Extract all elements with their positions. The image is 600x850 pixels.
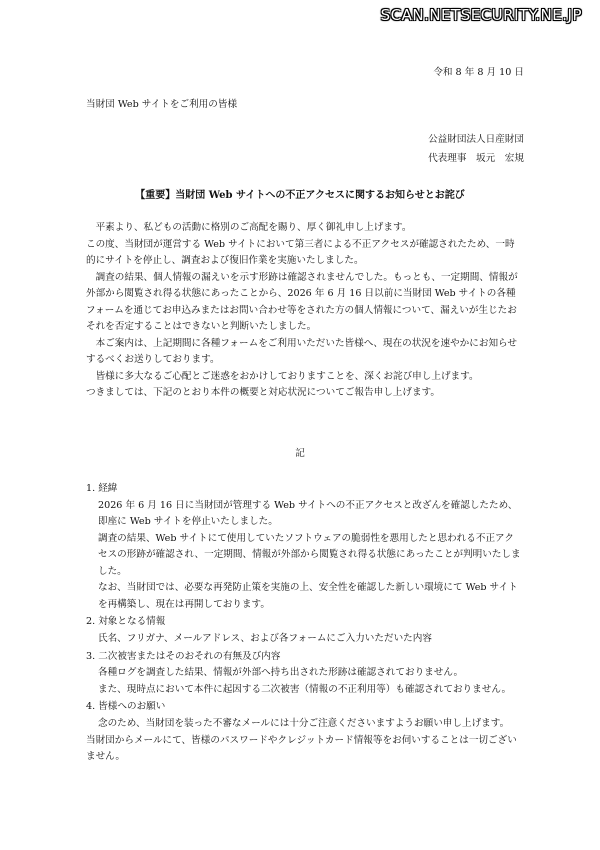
ki-marker: 記 (295, 448, 305, 459)
sender-block (416, 130, 524, 168)
section-line: また、現時点において本件に起因する二次被害（情報の不正利用等）も確認されておりません。 (98, 683, 512, 695)
body-paragraph: 皆様に多大なるご心配とご迷惑をおかけしておりますことを、深くお詫び申し上げます。 (95, 370, 479, 382)
sender-organization: 公益財団法人日産財団 (428, 134, 524, 145)
section-heading: 2. 対象となる情報 (86, 616, 166, 628)
section-heading: 4. 皆様へのお願い (86, 701, 166, 713)
body-paragraph: 調査の結果、個人情報の漏えいを示す形跡は確認されませんでした。もっとも、一定期間、情報が外部から閲覧され得る状態にあったことから、2026 年 6 月 16 日以前に当財団 Web サイトの各種フォームを通じてお申込みまたはお問い合わせ等をされた方の個人情報について、漏えいが生じたおそれを否定することはできないと判断いたしました。 (86, 271, 518, 332)
section-heading: 1. 経緯 (86, 483, 118, 494)
section-heading: 3. 二次被害またはそのおそれの有無及び内容 (86, 650, 281, 662)
body-paragraph: 本ご案内は、上記期間に各種フォームをご利用いただいた皆様へ、現在の状況を速やかにお知らせするべくお送りしております。 (86, 337, 517, 365)
section-line: 当財団からメールにて、皆様のパスワードやクレジットカード情報等をお伺いすることは一切ございません。 (86, 734, 517, 763)
section-line: 各種ログを調査した結果、情報が外部へ持ち出された形跡は確認されておりません。 (98, 667, 464, 679)
section-line: 氏名、フリガナ、メールアドレス、および各フォームにご入力いただいた内容 (98, 633, 432, 645)
document-title: 【重要】当財団 Web サイトへの不正アクセスに関するお知らせとお詫び (135, 190, 465, 201)
section-line: 念のため、当財団を装った不審なメールには十分ご注意くださいますようお願い申し上げます。 (98, 718, 510, 730)
section-line: 調査の結果、Web サイトにて使用していたソフトウェアの脆弱性を悪用したと思われる不正アクセスの形跡が確認され、一定期間、情報が外部から閲覧され得る状態にあったことが判明いたしました。 (98, 532, 521, 577)
body-text (86, 220, 522, 402)
details-section (86, 480, 522, 766)
recipient-line: 当財団 Web サイトをご利用の皆様 (86, 99, 238, 110)
sender-representative: 代表理事 坂元 宏規 (428, 153, 524, 165)
document-date: 令和 8 年 8 月 10 日 (433, 67, 524, 78)
section-line: 2026 年 6 月 16 日に当財団が管理する Web サイトへの不正アクセスと改ざんを確認したため、即座に Web サイトを停止いたしました。 (98, 499, 518, 528)
body-paragraph: この度、当財団が運営する Web サイトにおいて第三者による不正アクセスが確認されたため、一時的にサイトを停止し、調査および復旧作業を実施いたしました。 (86, 238, 515, 266)
body-paragraph: つきましては、下記のとおり本件の概要と対応状況についてご報告申し上げます。 (86, 387, 441, 398)
site-watermark: SCAN.NETSECURITY.NE.JP (380, 6, 582, 24)
section-line: なお、当財団では、必要な再発防止策を実施の上、安全性を確認した新しい環境にて Web サイトを再構築し、現在は再開しております。 (98, 582, 518, 610)
body-paragraph: 平素より、私どもの活動に格別のご高配を賜り、厚く御礼申し上げます。 (95, 222, 412, 233)
